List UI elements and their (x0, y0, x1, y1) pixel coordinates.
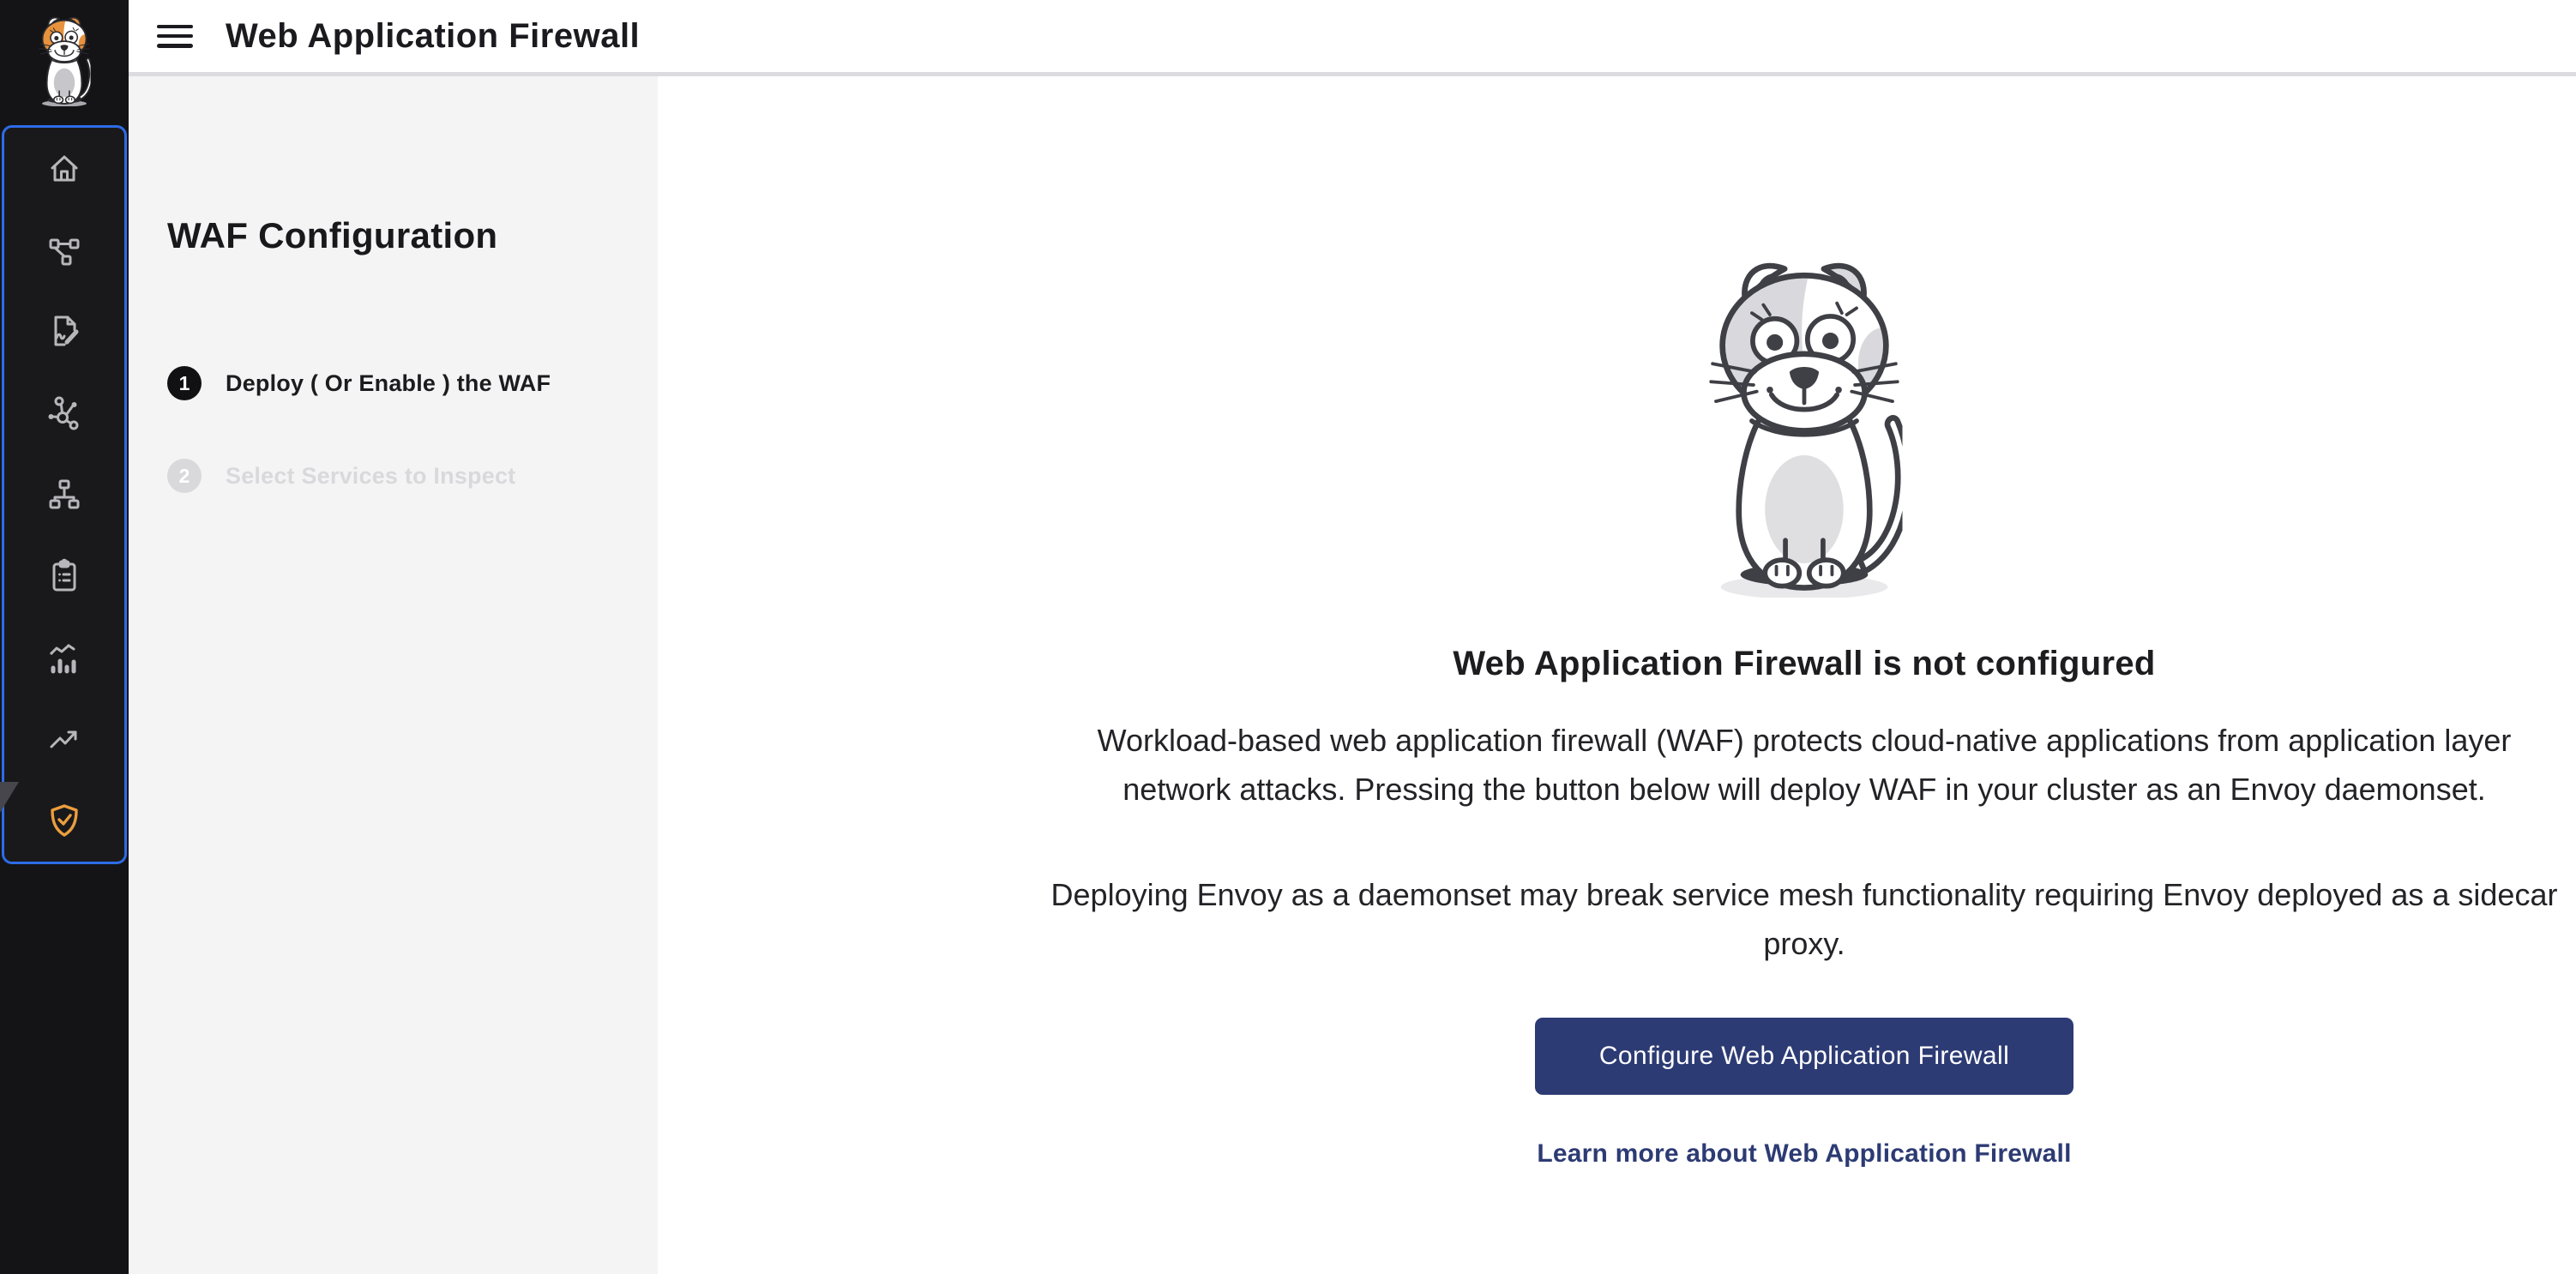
main-area (658, 76, 2576, 1274)
nav-item-contracts[interactable] (4, 291, 124, 372)
primary-nav (2, 125, 127, 864)
trending-up-icon (45, 720, 83, 758)
page-title: Web Application Firewall (226, 16, 641, 55)
panel-title: WAF Configuration (167, 215, 498, 255)
analytics-icon (45, 639, 83, 676)
nav-item-topology[interactable] (4, 209, 124, 291)
empty-state (1032, 76, 2576, 1169)
home-icon (45, 150, 83, 188)
nav-item-trends[interactable] (4, 698, 124, 779)
daemonset-warning-paragraph: Deploying Envoy as a daemonset may break service mesh functionality requiring Envoy deployed as a sidecar proxy. (1050, 877, 2558, 961)
nav-item-reports[interactable] (4, 535, 124, 616)
step-label: Select Services to Inspect (226, 462, 516, 489)
waf-config-panel (129, 76, 658, 1274)
step-deploy-waf[interactable] (167, 366, 658, 400)
learn-more-link[interactable]: Learn more about Web Application Firewall (1537, 1139, 2072, 1168)
nav-item-connections[interactable] (4, 372, 124, 454)
cat-mascot-illustration (1700, 244, 1908, 598)
step-select-services (167, 459, 658, 493)
topology-icon (45, 231, 83, 269)
share-nodes-icon (45, 394, 83, 432)
step-number-badge: 1 (167, 366, 202, 400)
empty-state-heading: Web Application Firewall is not configured (1453, 645, 2156, 682)
waf-description-paragraph: Workload-based web application firewall (WAF) protects cloud-native applications from application layer network attacks. Pressing the button below will deploy WAF in your cluster as an Envoy daemonset. (1097, 723, 2512, 807)
document-signature-icon (45, 313, 83, 351)
step-label: Deploy ( Or Enable ) the WAF (226, 370, 551, 396)
nav-item-home[interactable] (4, 128, 124, 209)
configure-waf-button[interactable]: Configure Web Application Firewall (1535, 1018, 2073, 1095)
shield-check-icon (45, 802, 83, 839)
wizard-steps (167, 366, 658, 493)
icon-rail (0, 0, 129, 1274)
app-logo-cat[interactable] (37, 12, 92, 106)
step-number-badge: 2 (167, 459, 202, 493)
decorative-wedge (0, 782, 19, 813)
hamburger-menu-icon[interactable] (157, 25, 193, 48)
nav-item-security-waf[interactable] (4, 779, 124, 861)
nav-item-hierarchy[interactable] (4, 454, 124, 535)
nav-item-analytics[interactable] (4, 616, 124, 698)
sitemap-icon (45, 476, 83, 514)
top-bar (129, 0, 2576, 76)
clipboard-list-icon (45, 557, 83, 595)
